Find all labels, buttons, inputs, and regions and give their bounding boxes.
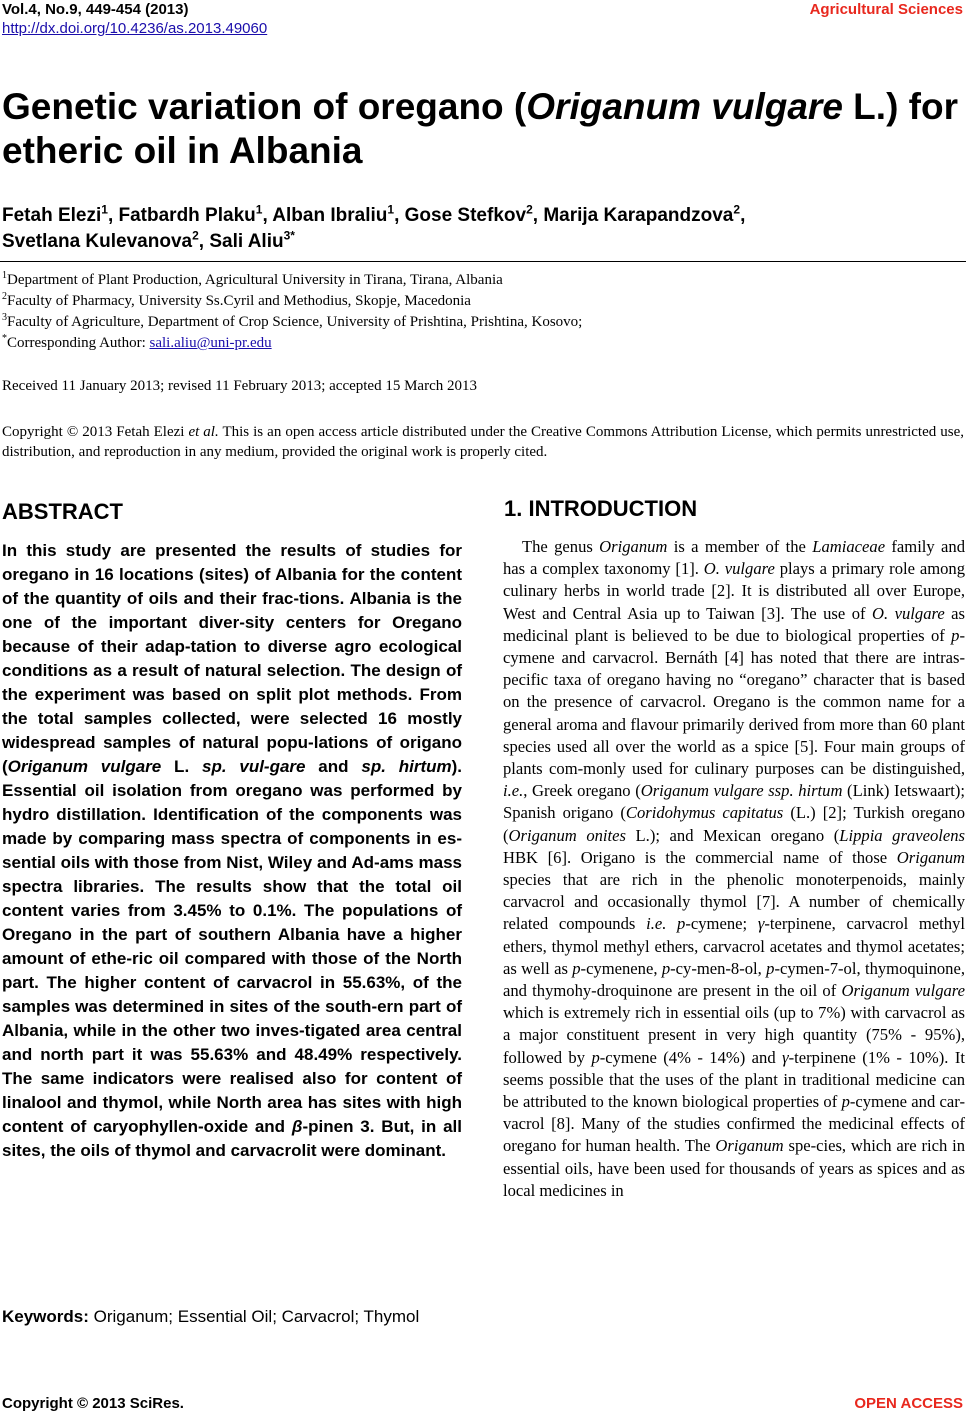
abstract-text: In this study are presented the results of studies for oregano in 16 locations (sites) of Albania for the content of the quantity of oils and their frac-tions. Albania is the one of the important diver-sity centers for Oregano because of their adap-tation to diverse agro ecological conditions as a result of natural selection. The design of the experiment was based on split plot methods. From the total samples collected, were selected 16 mostly widespread samples of natural popu-lations of origano (Origanum vulgare L. sp. vul-gare and sp. hirtum). Essential oil isolation from oregano was performed by hydro distillation. Identification of the components was made by comparing mass spectra of components in es-sential oils with those from Nist, Wiley and Ad-ams mass spectra libraries. The results show that the total oil content varies from 3.45% to 0.1%. The populations of Oregano in the part of southern Albania have a higher amount of ethe-ric oil compared with those of the North part. The higher content of carvacrol in 55.63%, of the samples was determined in sites of the south-ern part of Albania, while in the other two inves-tigated area central and north part it was 55.63% and 48.49% respectively. The same indicators were realised also for content of linalool and thymol, while North area has sites with high content of caryophyllen-oxide and β-pinen 3. But, in all sites, the oils of thymol and carvacrolit were dominant. [2, 541, 463, 1160]
title-part-2: L.) for etheric oil in Albania [2, 86, 958, 171]
intro-text-run: -cymene and car-vacrol [8]. Many of the studies confirmed the medicinal effects of oregano for human health. The [503, 1092, 965, 1156]
intro-text-run: family and has a complex taxonomy [1]. [503, 537, 966, 579]
doi-link[interactable]: http://dx.doi.org/10.4236/as.2013.49060 [2, 20, 268, 37]
intro-text-run: i.e. p [646, 914, 686, 934]
author-list [2, 203, 962, 255]
open-access-label: OPEN ACCESS [854, 1395, 963, 1412]
intro-text-run: p [766, 958, 775, 978]
keywords-label: Keywords: [2, 1307, 89, 1326]
intro-text-run: spe-cies, which are rich in essential oils, have been used for thousands of years as spices and as local medicines in [503, 1136, 965, 1200]
intro-text-run: p [661, 958, 671, 978]
intro-text-run: -cymene; [685, 914, 758, 934]
intro-text-run: species that are rich in the phenolic monoterpenoids, mainly carvacrol and occasionally thymol [7]. A number of chemically related compounds [503, 870, 965, 934]
keywords [2, 1305, 462, 1329]
corresponding-email-link[interactable]: sali.aliu@uni-pr.edu [149, 335, 272, 351]
intro-text-run: O. vulgare [703, 559, 775, 579]
footer-copyright: Copyright © 2013 SciRes. [2, 1395, 184, 1412]
author: Fatbardh Plaku$^1$, [118, 202, 273, 226]
author: Fetah Elezi$^1$, [2, 202, 119, 226]
affiliation: $^1$Department of Plant Production, Agricultural University in Tirana, Tirana, Albania [2, 270, 503, 288]
intro-text-run: , Greek oregano ( [523, 781, 641, 801]
title-part-1: Genetic variation of oregano ( [2, 86, 527, 127]
intro-text-run: Origanum vulgare ssp. hirtum [640, 781, 843, 801]
intro-text-run: as medicinal plant is believed to be due to biological properties of [503, 603, 965, 645]
intro-text-run: p [591, 1047, 600, 1067]
intro-text-run: p [951, 625, 960, 645]
intro-text-run: -cy-men-8-ol, [670, 958, 767, 978]
intro-text-run: Origanum onites [508, 825, 626, 845]
author: Svetlana Kulevanova$^2$, [2, 228, 210, 252]
intro-text-run: plays a primary role among culinary herbs in world trade [2]. It is distributed all over Europe, West and Central Asia up to Taiwan [3]. The use of [503, 559, 966, 623]
copyright-notice: Copyright © 2013 Fetah Elezi et al. This is an open access article distributed under the Creative Commons Attribution License, which permits unrestricted use, distribution, and reproduction in any medium, provided the original work is properly cited. [2, 424, 965, 460]
intro-text-run: γ [782, 1047, 789, 1067]
intro-text-run: (L.) [2]; Turkish oregano ( [503, 803, 965, 845]
intro-text-run: -cymenene, [580, 958, 662, 978]
intro-text-run: p [572, 958, 581, 978]
affiliations [2, 270, 962, 354]
journal-name: Agricultural Sciences [809, 1, 963, 18]
intro-text-run: Origanum [896, 847, 965, 867]
introduction-text [503, 536, 965, 1202]
intro-text-run: Origanum [599, 537, 668, 556]
author: Gose Stefkov$^2$, [404, 202, 544, 226]
intro-text-run: Origanum vulgare [841, 981, 965, 1001]
introduction-heading: 1. INTRODUCTION [504, 496, 698, 521]
author: Alban Ibraliu$^1$, [272, 202, 405, 226]
title-species: Origanum vulgare [526, 86, 843, 127]
keywords-text: Origanum; Essential Oil; Carvacrol; Thymol [88, 1307, 420, 1326]
intro-text-run: p [841, 1092, 850, 1112]
intro-text-run: γ [757, 914, 765, 934]
affiliation: $^3$Faculty of Agriculture, Department of Crop Science, University of Prishtina, Prishtina, Kosovo; [2, 312, 583, 330]
intro-text-run: Lamiaceae [812, 537, 886, 556]
intro-text-run: The genus [522, 537, 600, 556]
intro-text-run: HBK [6]. Origano is the commercial name of those [503, 847, 897, 867]
intro-text-run: i.e. [503, 781, 524, 801]
journal-volume-info: Vol.4, No.9, 449-454 (2013) [2, 1, 189, 18]
intro-text-run: -cymene and carvacrol. Bernáth [4] has noted that there are intras-pecific taxa of oregano having no “oregano” character that is based on the presence of carvacrol. Oregano is the common name for a general aroma and flavour primarily derived from more than 60 plant species used all over the world as a spice [5]. Four main groups of plants com-monly used for culinary purposes can be distinguished, [503, 625, 965, 779]
paper-title [2, 85, 962, 173]
intro-text-run: -cymen-7-ol, thymoquinone, and thymohy-droquinone are present in the oil of [503, 958, 965, 1001]
intro-text-run: Origanum [715, 1136, 784, 1156]
author: Marija Karapandzova$^2$, [543, 202, 746, 226]
intro-text-run: -cymene (4% - 14%) and [599, 1047, 783, 1067]
intro-text-run: (Link) Ietswaart); Spanish origano ( [503, 781, 965, 823]
intro-text-run: -terpinene (1% - 10%). It seems possible that the uses of the plant in traditional medicine can be attributed to the known biological properties of [503, 1047, 965, 1112]
publication-dates: Received 11 January 2013; revised 11 February 2013; accepted 15 March 2013 [2, 378, 477, 394]
intro-text-run: L.); and Mexican oregano ( [625, 825, 840, 845]
intro-text-run: is a member of the [667, 537, 813, 556]
intro-text-run: O. vulgare [872, 603, 945, 623]
intro-text-run: Lippia graveolens [839, 825, 965, 845]
corresponding-author: *Corresponding Author: sali.aliu@uni-pr.edu [2, 333, 272, 351]
affiliation: $^2$Faculty of Pharmacy, University Ss.Cyril and Methodius, Skopje, Macedonia [2, 291, 471, 309]
author: Sali Aliu$^{3*}$ [209, 228, 295, 252]
intro-text-run: Coridohymus capitatus [625, 803, 784, 823]
intro-text-run: which is extremely rich in essential oils (up to 7%) with carvacrol as a major constituent present in very high quantity (75% - 95%), followed by [503, 1003, 965, 1067]
intro-text-run: -terpinene, carvacrol methyl ethers, thymol methyl ethers, carvacrol acetates and thymol acetates; as well as [503, 914, 965, 978]
header-divider [0, 261, 966, 262]
abstract-heading: ABSTRACT [2, 499, 123, 524]
